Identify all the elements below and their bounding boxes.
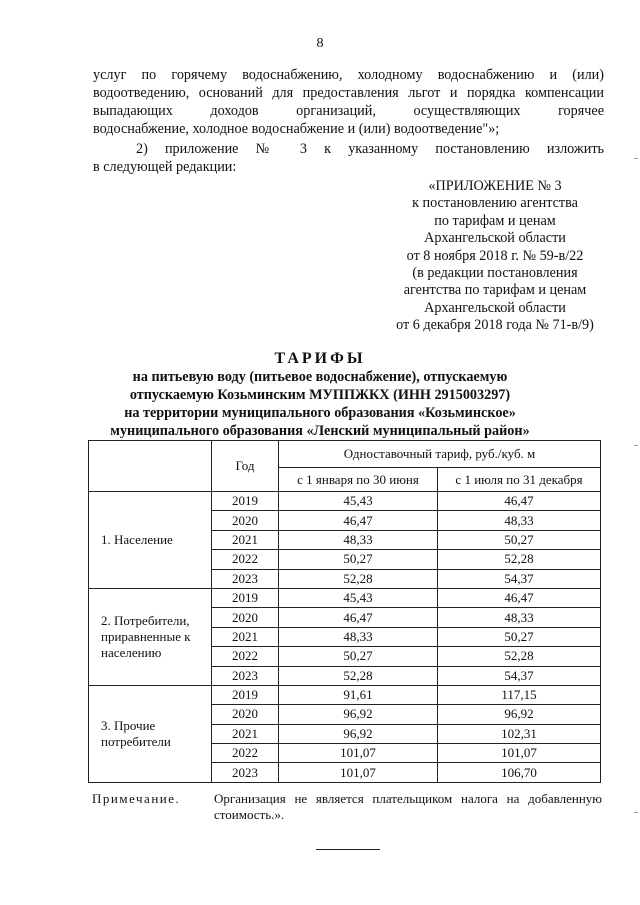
- tariff-header: Одноставочный тариф, руб./куб. м: [279, 441, 601, 468]
- year-cell: 2020: [212, 705, 279, 724]
- appendix-line: агентства по тарифам и ценам: [403, 282, 587, 299]
- category-label: 3. Прочие: [101, 717, 156, 733]
- note-line: Организация не является плательщиком налога на добавленную: [214, 791, 602, 806]
- intro-line-4: водоснабжение, холодное водоснабжение и (или) водоотведение"»;: [93, 121, 500, 137]
- tariff-h2-cell: 52,28: [438, 647, 601, 666]
- table-row: [89, 685, 601, 704]
- tariff-h2-cell: 48,33: [438, 608, 601, 627]
- closing-rule: [316, 849, 380, 850]
- year-cell: 2021: [212, 724, 279, 743]
- year-cell: 2019: [212, 588, 279, 607]
- subheading-line-4: муниципального образования «Ленский муниципальный район»: [110, 423, 530, 439]
- note-label: Примечание.: [92, 791, 181, 806]
- tariff-h2-cell: 50,27: [438, 627, 601, 646]
- tariff-h1-cell: 46,47: [279, 608, 438, 627]
- tariff-h1-cell: 45,43: [279, 588, 438, 607]
- appendix-line: от 8 ноября 2018 г. № 59-в/22: [406, 247, 584, 264]
- intro-line-1: услуг по горячему водоснабжению, холодному водоснабжению и (или): [93, 67, 604, 83]
- tariff-h2-cell: 102,31: [438, 724, 601, 743]
- appendix-line: Архангельской области: [424, 299, 566, 316]
- item2-line-2: в следующей редакции:: [93, 159, 237, 175]
- appendix-line: Архангельской области: [424, 230, 566, 247]
- tariffs-table: [88, 440, 601, 783]
- subheading-line-3: на территории муниципального образования «Козьминское»: [124, 405, 516, 421]
- year-cell: 2022: [212, 550, 279, 569]
- tariff-h2-cell: 52,28: [438, 550, 601, 569]
- tariff-h1-cell: 96,92: [279, 705, 438, 724]
- tariff-h1-cell: 52,28: [279, 666, 438, 685]
- appendix-line: «ПРИЛОЖЕНИЕ № 3: [428, 178, 562, 194]
- year-cell: 2023: [212, 763, 279, 782]
- tariff-h2-cell: 101,07: [438, 744, 601, 763]
- category-cell: [89, 685, 212, 782]
- tariff-h1-cell: 45,43: [279, 492, 438, 511]
- category-label: населению: [101, 644, 162, 660]
- table-row: [89, 588, 601, 607]
- year-cell: 2022: [212, 647, 279, 666]
- tariff-h1-cell: 52,28: [279, 569, 438, 588]
- year-cell: 2019: [212, 685, 279, 704]
- year-header: Год: [212, 441, 279, 492]
- document-heading: ТАРИФЫ: [274, 350, 366, 367]
- tariff-h2-cell: 50,27: [438, 530, 601, 549]
- appendix-line: от 6 декабря 2018 года № 71-в/9): [396, 317, 594, 334]
- category-cell: [89, 492, 212, 589]
- year-cell: 2020: [212, 511, 279, 530]
- tariff-h1-cell: 50,27: [279, 647, 438, 666]
- tariff-h2-cell: 106,70: [438, 763, 601, 782]
- item2-line-1: 2) приложение № 3 к указанному постановлению изложить: [136, 141, 604, 157]
- tariff-h1-cell: 91,61: [279, 685, 438, 704]
- page-number: 8: [316, 36, 324, 51]
- tariff-h1-cell: 50,27: [279, 550, 438, 569]
- tariff-h2-cell: 46,47: [438, 588, 601, 607]
- scan-margin-mark: [634, 812, 638, 813]
- subheading-line-2: отпускаемую Козьминским МУППЖКХ (ИНН 2915003297): [129, 387, 511, 403]
- scan-margin-mark: [634, 445, 638, 446]
- tariff-h1-cell: 48,33: [279, 627, 438, 646]
- year-cell: 2021: [212, 627, 279, 646]
- tariff-h1-cell: 46,47: [279, 511, 438, 530]
- tariff-h2-cell: 54,37: [438, 666, 601, 685]
- table-row: [89, 492, 601, 511]
- appendix-line: по тарифам и ценам: [434, 212, 556, 229]
- tariff-h2-cell: 48,33: [438, 511, 601, 530]
- category-label: 1. Население: [101, 531, 173, 547]
- appendix-line: (в редакции постановления: [412, 265, 578, 282]
- category-header: [89, 441, 212, 492]
- category-label: приравненные к: [101, 628, 191, 644]
- year-cell: 2023: [212, 666, 279, 685]
- tariff-h1-cell: 101,07: [279, 744, 438, 763]
- first-half-header: с 1 января по 30 июня: [279, 468, 438, 492]
- year-cell: 2023: [212, 569, 279, 588]
- year-cell: 2021: [212, 530, 279, 549]
- tariff-h1-cell: 96,92: [279, 724, 438, 743]
- tariff-h2-cell: 46,47: [438, 492, 601, 511]
- appendix-block: [360, 178, 630, 335]
- scan-margin-mark: [634, 158, 638, 159]
- tariff-h2-cell: 117,15: [438, 685, 601, 704]
- subheading-line-1: на питьевую воду (питьевое водоснабжение), отпускаемую: [132, 369, 508, 385]
- category-label: потребители: [101, 733, 171, 749]
- note-line: стоимость.».: [214, 807, 285, 822]
- category-cell: [89, 588, 212, 685]
- tariff-h1-cell: 101,07: [279, 763, 438, 782]
- year-cell: 2022: [212, 744, 279, 763]
- second-half-header: с 1 июля по 31 декабря: [438, 468, 601, 492]
- note-text: [214, 791, 602, 823]
- category-label: 2. Потребители,: [101, 612, 190, 628]
- appendix-line: к постановлению агентства: [412, 195, 578, 212]
- year-cell: 2020: [212, 608, 279, 627]
- intro-line-2: водоотведению, оснований для предоставления льгот и порядка компенсации: [93, 85, 604, 101]
- tariff-h1-cell: 48,33: [279, 530, 438, 549]
- intro-line-3: выпадающих доходов организаций, осуществляющих горячее: [93, 103, 604, 119]
- tariff-h2-cell: 96,92: [438, 705, 601, 724]
- tariff-h2-cell: 54,37: [438, 569, 601, 588]
- year-cell: 2019: [212, 492, 279, 511]
